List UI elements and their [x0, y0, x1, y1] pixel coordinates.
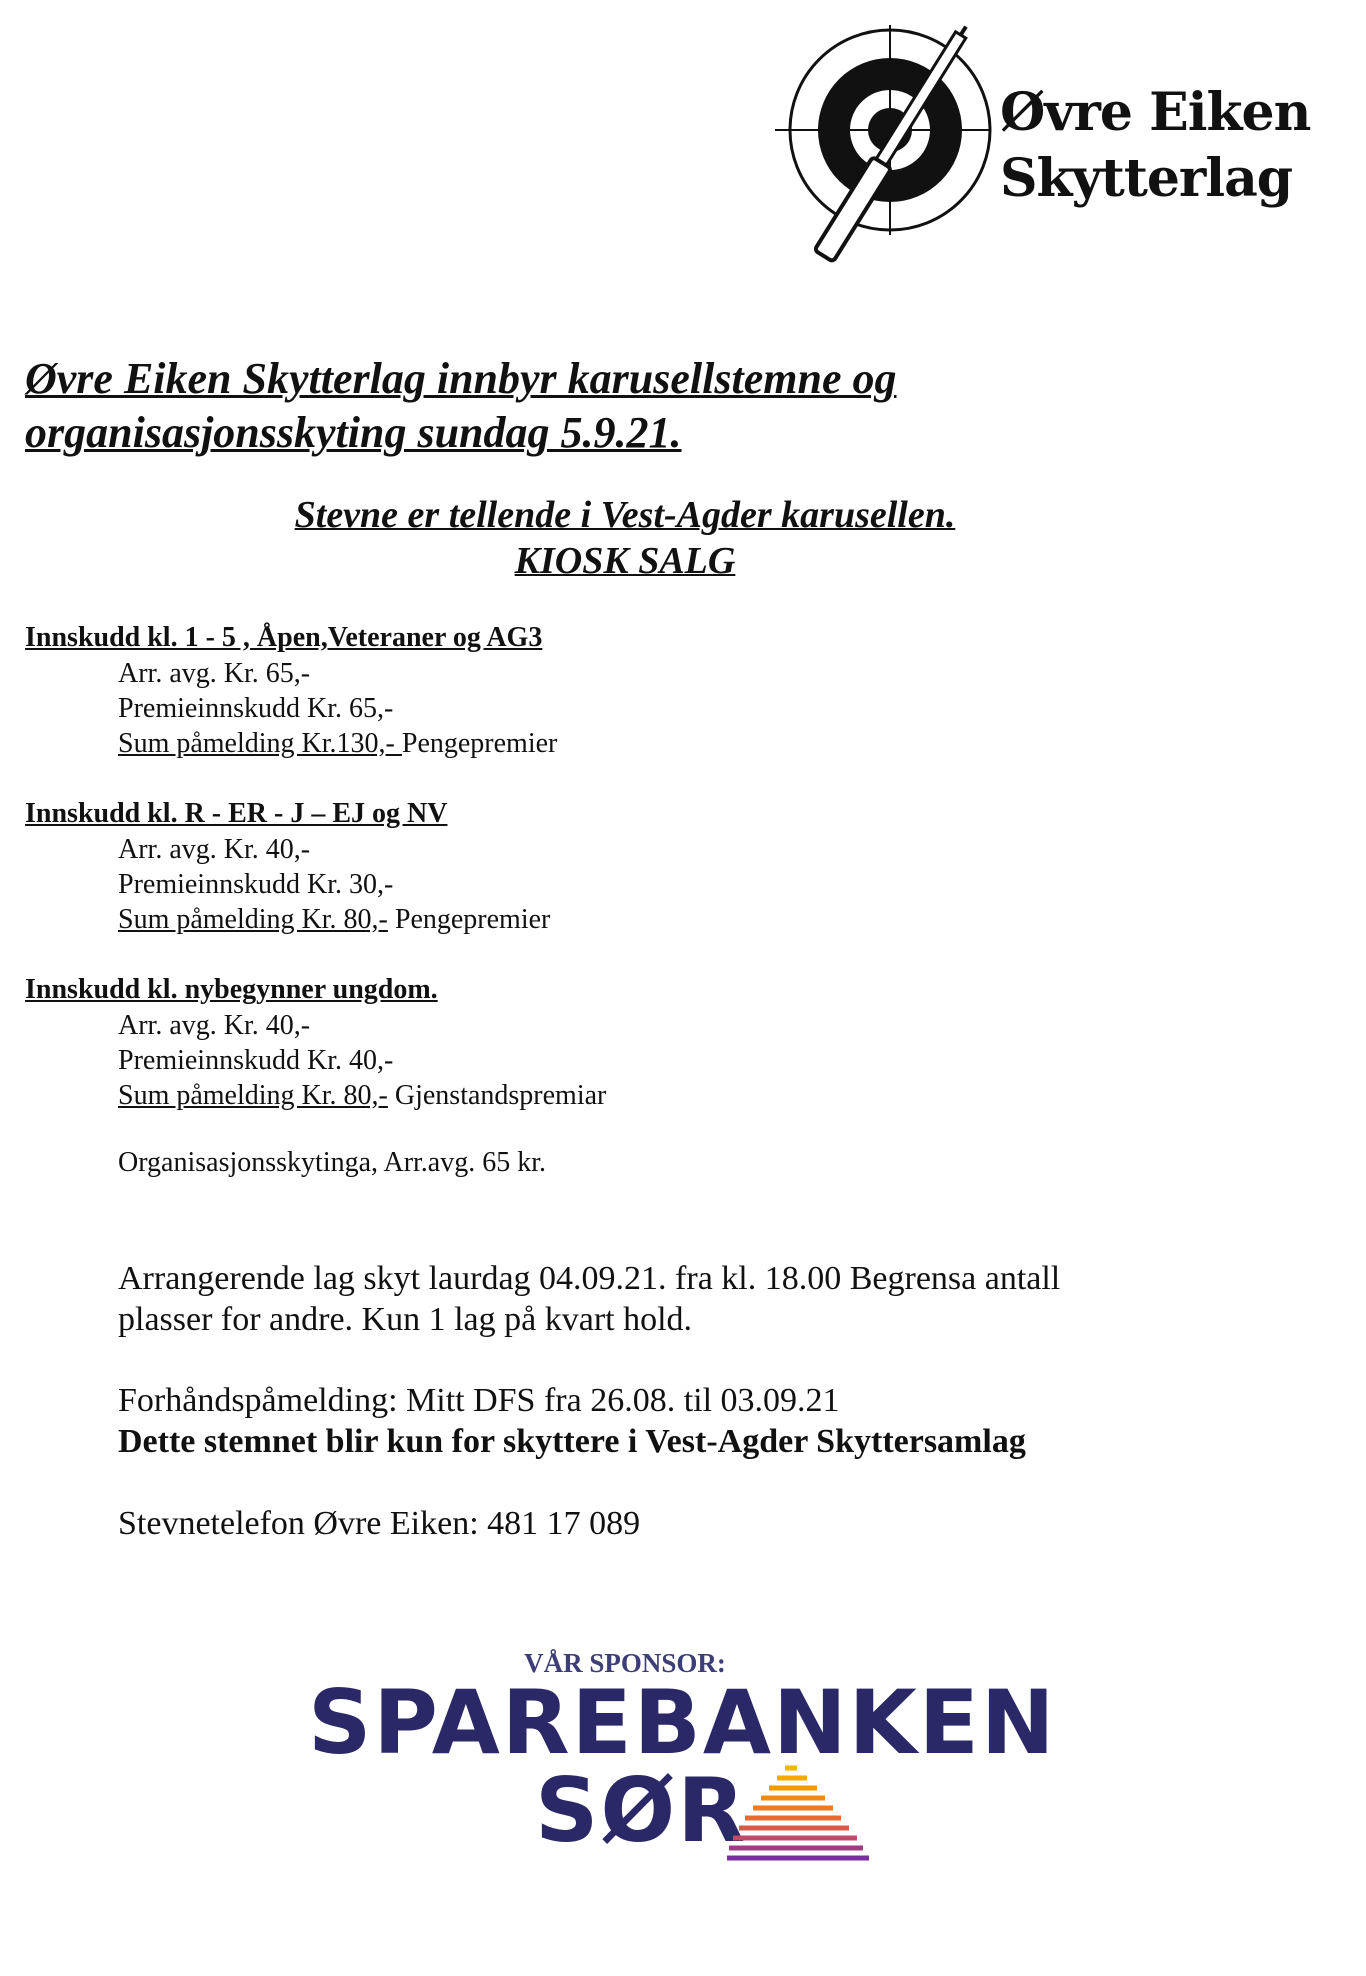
- sum-line: [25, 1078, 606, 1113]
- sponsor-label: VÅR SPONSOR:: [524, 1648, 726, 1678]
- premium-fee: Premieinnskudd Kr. 30,-: [118, 869, 394, 900]
- entry-fee-section-2: [25, 796, 550, 937]
- sum-line: [25, 726, 557, 761]
- arrangerende-line2: plasser for andre. Kun 1 lag på kvart hold.: [118, 1301, 693, 1338]
- premium-fee: Premieinnskudd Kr. 40,-: [118, 1045, 394, 1076]
- page-title-line2: organisasjonsskyting sundag 5.9.21.: [25, 408, 682, 457]
- sum-fee: Sum påmelding Kr.130,-: [118, 728, 402, 759]
- prize-type: Pengepremier: [387, 904, 551, 935]
- page-title: [25, 352, 896, 460]
- sum-fee: Sum påmelding Kr. 80,-: [118, 904, 388, 935]
- arr-fee: Arr. avg. Kr. 65,-: [118, 658, 311, 689]
- arrangerende-line1: Arrangerende lag skyt laurdag 04.09.21. fra kl. 18.00 Begrensa antall: [118, 1260, 1061, 1297]
- sum-line: [25, 902, 550, 937]
- arr-fee: Arr. avg. Kr. 40,-: [118, 1010, 311, 1041]
- club-name-line2: Skytterlag: [1000, 148, 1293, 209]
- entry-fee-section-3: [25, 972, 606, 1113]
- club-logo-text: [1000, 80, 1310, 212]
- club-name-line1: Øvre Eiken: [1000, 82, 1311, 143]
- prize-type: Gjenstandspremiar: [387, 1080, 607, 1111]
- target-rifle-icon: [775, 15, 995, 285]
- preregistration: Forhåndspåmelding: Mitt DFS fra 26.08. til 03.09.21: [118, 1382, 840, 1419]
- event-phone: Stevnetelefon Øvre Eiken: 481 17 089: [118, 1505, 641, 1542]
- restriction-notice: Dette stemnet blir kun for skyttere i Vest-Agder Skyttersamlag: [118, 1423, 1026, 1460]
- sponsor-stripes-icon: [725, 1760, 875, 1880]
- premium-fee: Premieinnskudd Kr. 65,-: [118, 693, 394, 724]
- prize-type: Pengepremier: [401, 728, 558, 759]
- entry-fee-section-1: [25, 620, 557, 761]
- section-title: Innskudd kl. R - ER - J – EJ og NV: [25, 798, 448, 829]
- organisation-fee: Organisasjonsskytinga, Arr.avg. 65 kr.: [118, 1147, 547, 1178]
- page-title-line1: Øvre Eiken Skytterlag innbyr karusellstemne og: [25, 354, 897, 403]
- sponsor-name-line1: SPAREBANKEN: [308, 1671, 1057, 1774]
- arr-fee: Arr. avg. Kr. 40,-: [118, 834, 311, 865]
- sponsor-name-line2: SØR: [535, 1759, 747, 1862]
- section-title: Innskudd kl. 1 - 5 , Åpen,Veteraner og AG3: [25, 622, 543, 653]
- subheading-line1: Stevne er tellende i Vest-Agder karusellen.: [294, 494, 956, 536]
- section-title: Innskudd kl. nybegynner ungdom.: [25, 974, 438, 1005]
- subheading-line2: KIOSK SALG: [514, 540, 736, 582]
- sum-fee: Sum påmelding Kr. 80,-: [118, 1080, 388, 1111]
